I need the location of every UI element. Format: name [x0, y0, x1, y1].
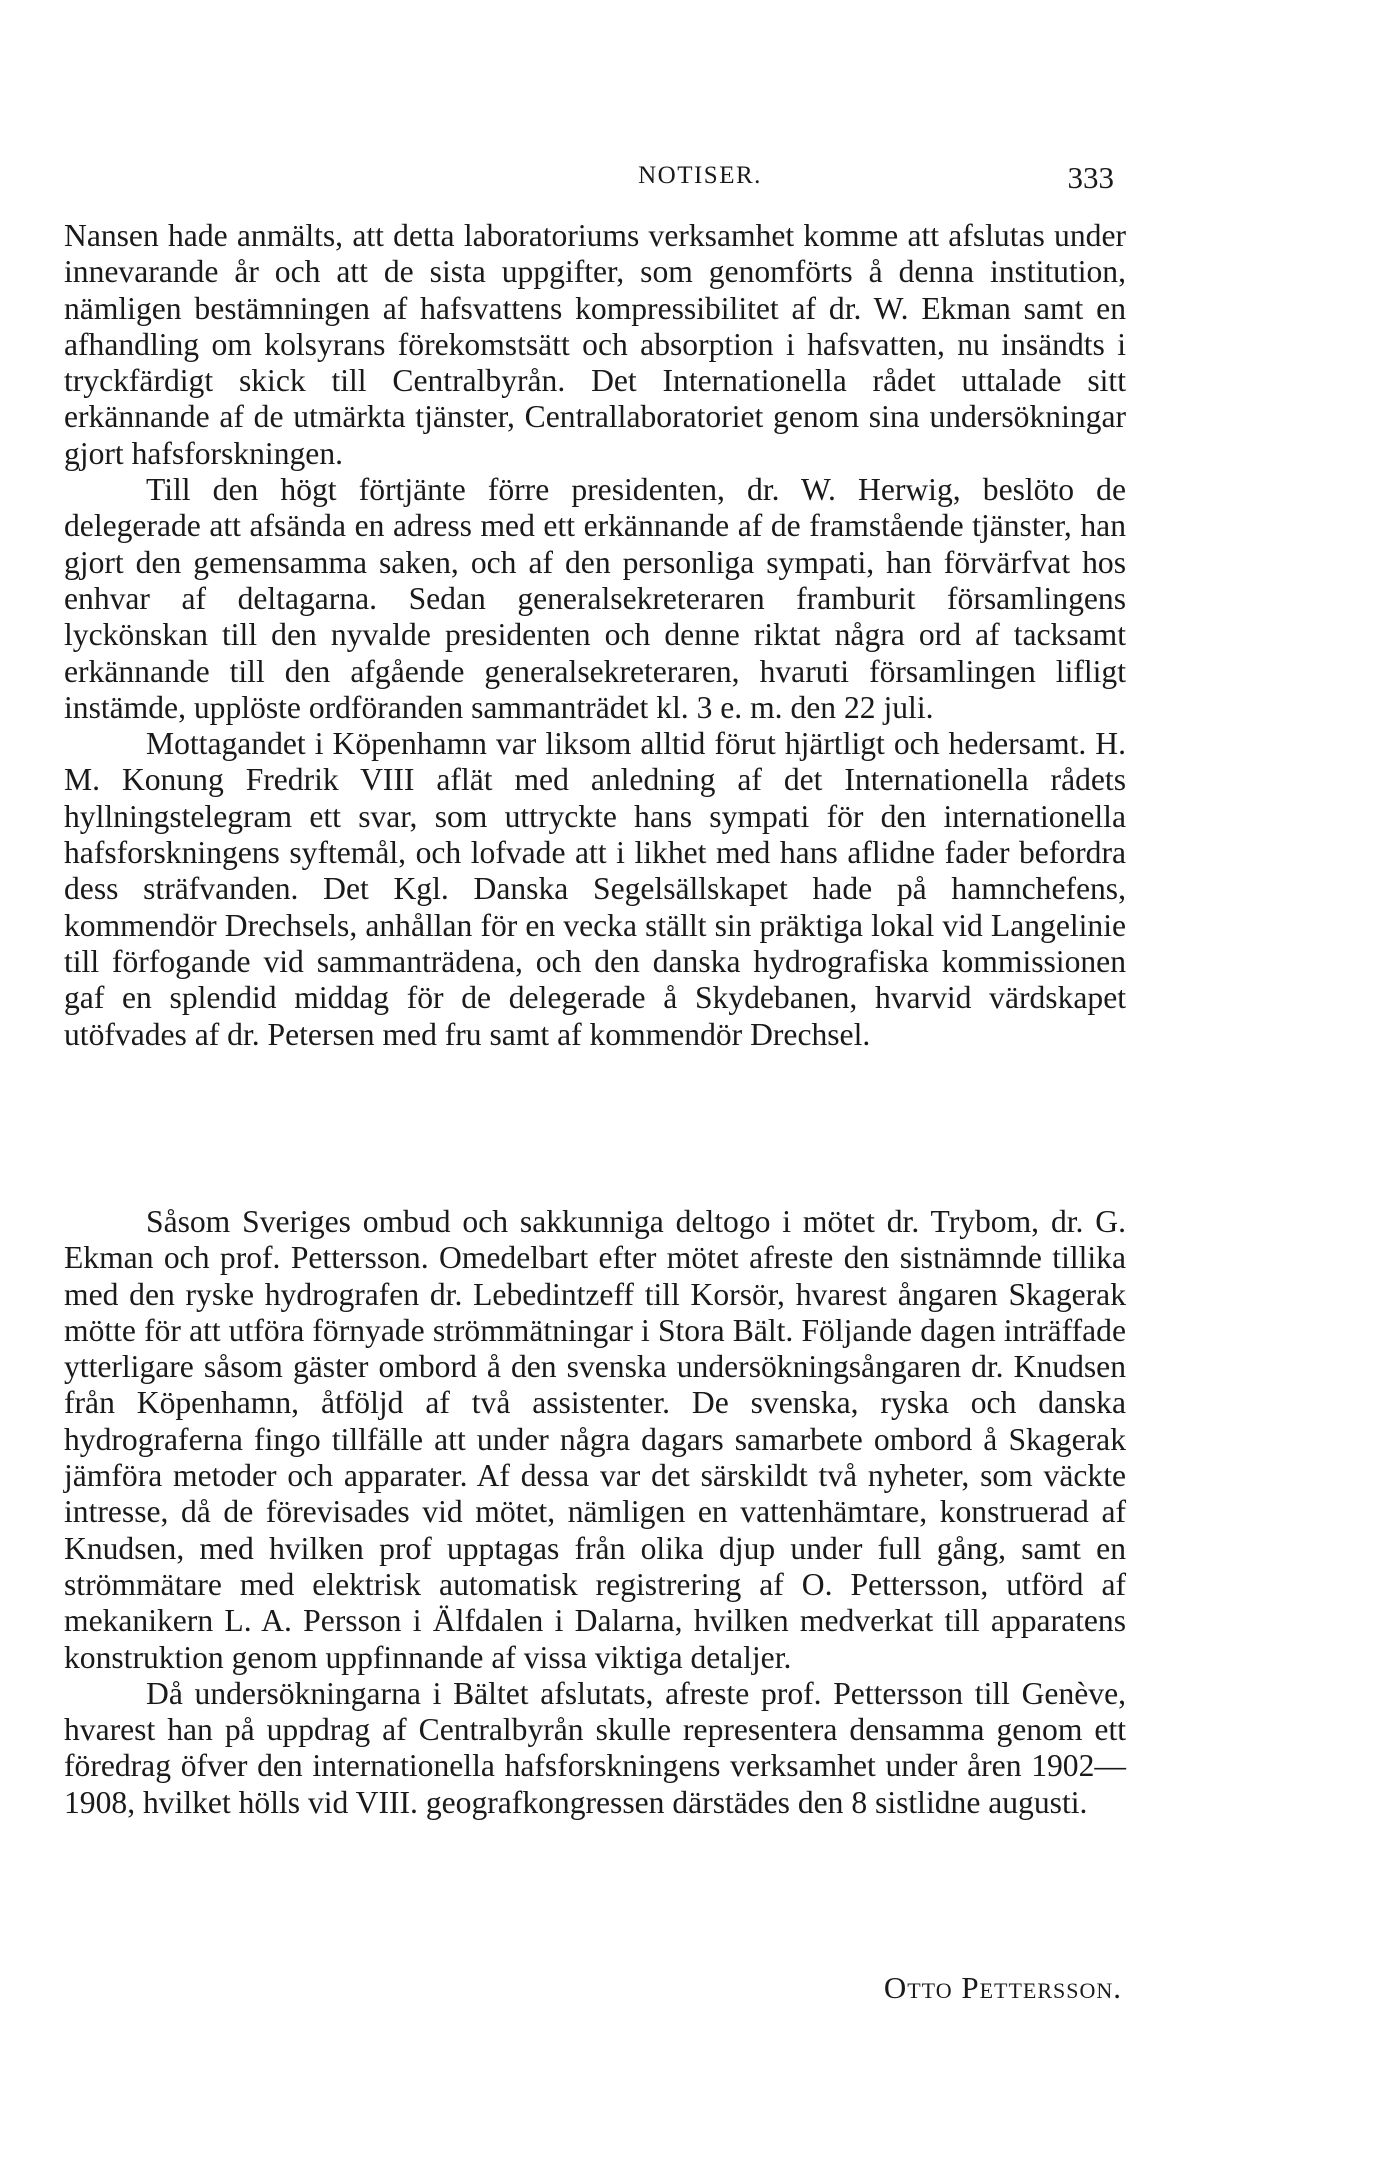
paragraph: Mottagandet i Köpenhamn var liksom alltid förut hjärtligt och hedersamt. H. M. Konung Fredrik VIII aflät med anledning af det Internationella rådets hyllningstelegram ett svar, som uttryckte hans sympati för den internationella hafsforskningens syftemål, och lofvade att i likhet med hans aflidne fader befordra dess sträfvanden. Det Kgl. Danska Segelsällskapet hade på hamnchefens, kommendör Drechsels, anhållan för en vecka ställt sin präktiga lokal vid Langelinie till förfogande vid sammanträdena, och den danska hydrografiska kommissionen gaf en splendid middag för de delegerade å Skydebanen, hvarvid värdskapet utöfvades af dr. Petersen med fru samt af kommendör Drechsel.: [64, 726, 1126, 1052]
page-number: 333: [1067, 160, 1114, 195]
paragraph: Nansen hade anmälts, att detta laboratoriums verksamhet komme att afslutas under innevarande år och att de sista uppgifter, som genomförts å denna institution, nämligen bestämningen af hafsvattens kompressibilitet af dr. W. Ekman samt en afhandling om kolsyrans förekomstsätt och absorption i hafsvatten, nu insändts i tryckfärdigt skick till Centralbyrån. Det Internationella rådet uttalade sitt erkännande af de utmärkta tjänster, Centrallaboratoriet genom sina undersökningar gjort hafsforskningen.: [64, 218, 1126, 471]
running-title: NOTISER.: [638, 162, 762, 189]
text-block-swedish-delegation: [64, 1204, 1126, 1821]
author-signature: Otto Pettersson.: [883, 1970, 1122, 2005]
paragraph: Då undersökningarna i Bältet afslutats, afreste prof. Pettersson till Genève, hvarest han på uppdrag af Centralbyrån skulle representera densamma genom ett föredrag öfver den internationella hafsforskningens verksamhet under åren 1902—1908, hvilket hölls vid VIII. geografkongressen därstädes den 8 sistlidne augusti.: [64, 1675, 1126, 1820]
text-block-meeting: [64, 218, 1126, 1053]
paragraph: Till den högt förtjänte förre presidenten, dr. W. Herwig, beslöto de delegerade att afsända en adress med ett erkännande af de framstående tjänster, han gjort den gemensamma saken, och af den personliga sympati, han förvärfvat hos enhvar af deltagarna. Sedan generalsekreteraren framburit församlingens lyckönskan till den nyvalde presidenten och denne riktat några ord af tacksamt erkännande till den afgående generalsekreteraren, hvaruti församlingen lifligt instämde, upplöste ordföranden sammanträdet kl. 3 e. m. den 22 juli.: [64, 472, 1126, 725]
paragraph: Såsom Sveriges ombud och sakkunniga deltogo i mötet dr. Trybom, dr. G. Ekman och prof. Pettersson. Omedelbart efter mötet afreste den sistnämnde tillika med den ryske hydrografen dr. Lebedintzeff till Korsör, hvarest ångaren Skagerak mötte för att utföra förnyade strömmätningar i Stora Bält. Följande dagen inträffade ytterligare såsom gäster ombord å den svenska undersökningsångaren dr. Knudsen från Köpenhamn, åtföljd af två assistenter. De svenska, ryska och danska hydrograferna fingo tillfälle att under några dagars samarbete ombord å Skagerak jämföra metoder och apparater. Af dessa var det särskildt två nyheter, som väckte intresse, då de förevisades vid mötet, nämligen en vattenhämtare, konstruerad af Knudsen, med hvilken prof upptagas från olika djup under full gång, samt en strömmätare med elektrisk automatisk registrering af O. Pettersson, utförd af mekanikern L. A. Persson i Älfdalen i Dalarna, hvilken medverkat till apparatens konstruktion genom uppfinnande af vissa viktiga detaljer.: [64, 1204, 1126, 1675]
